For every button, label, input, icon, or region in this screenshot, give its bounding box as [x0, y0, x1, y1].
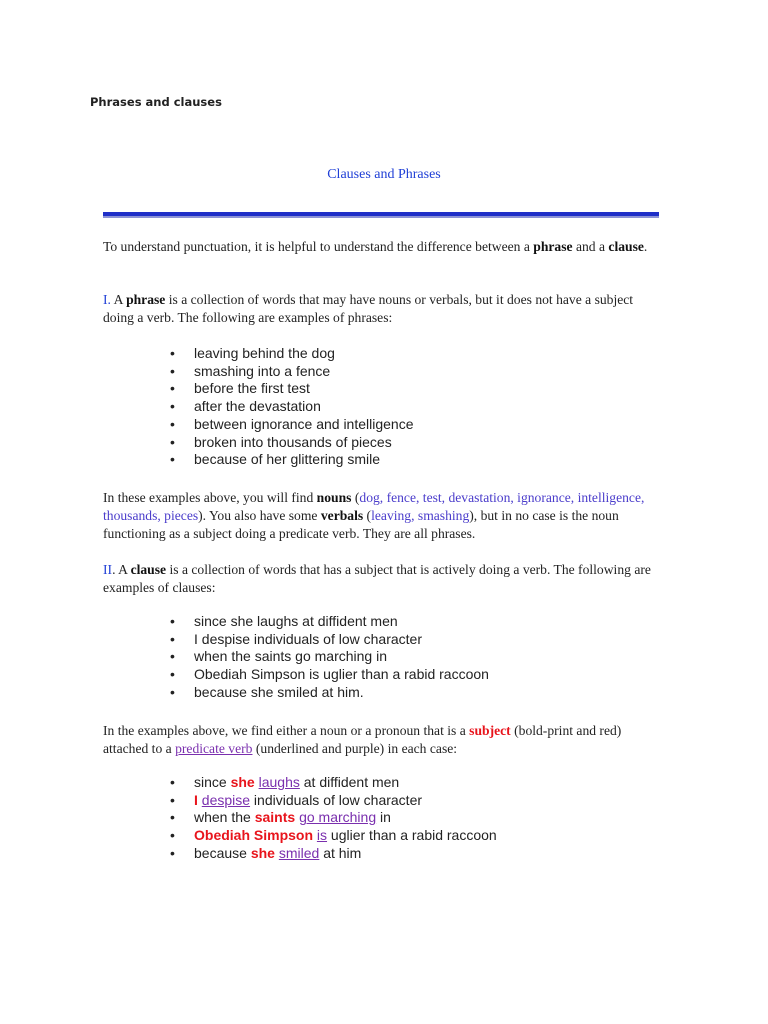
- list-item: • since she laughs at diffident men: [150, 613, 489, 631]
- list-item: [150, 774, 497, 792]
- section-numeral: I.: [103, 292, 111, 307]
- definition-text: A: [110, 292, 127, 307]
- phrase-definition: [103, 291, 663, 327]
- list-item: • Obediah Simpson is uglier than a rabid raccoon: [150, 666, 489, 684]
- clause-text: uglier than a rabid raccoon: [327, 827, 497, 844]
- definition-text: is a collection of words that may have nouns or verbals, but it does not have a subject doing a verb. The following are examples of phrases:: [103, 292, 634, 325]
- clause-text: at diffident men: [299, 774, 400, 790]
- subject-word: she: [250, 844, 275, 861]
- phrase-term: phrase: [126, 292, 166, 307]
- list-item: • after the devastation: [150, 398, 414, 416]
- verbal-examples: leaving, smashing: [371, 508, 470, 523]
- verb-link[interactable]: despise: [201, 791, 251, 808]
- section-numeral: II: [103, 562, 113, 577]
- verbals-term: verbals: [320, 508, 364, 523]
- list-item: • leaving behind the dog: [150, 345, 414, 363]
- verb-link[interactable]: laughs: [258, 774, 300, 790]
- verb-link[interactable]: is: [316, 827, 328, 844]
- subject-word: I: [194, 791, 198, 808]
- list-item: • because she smiled at him.: [150, 684, 489, 702]
- paragraph-text: (: [363, 508, 372, 523]
- list-item: [150, 809, 497, 827]
- intro-text: .: [643, 239, 648, 254]
- phrase-examples-list: [150, 345, 414, 469]
- list-item: • I despise individuals of low character: [150, 631, 489, 649]
- definition-text: . A: [112, 562, 131, 577]
- title-divider: [103, 212, 659, 218]
- analyzed-clauses-list: [150, 774, 497, 863]
- paragraph-text: ). You also have some: [198, 508, 321, 523]
- paragraph-text: (bold-print and red) attached to a: [103, 723, 622, 756]
- clause-text: since: [194, 774, 231, 790]
- clause-term: clause: [130, 562, 167, 577]
- definition-text: is a collection of words that has a subject that is actively doing a verb. The following are examples of clauses:: [103, 562, 651, 595]
- clause-term: clause: [608, 239, 644, 254]
- document-label: Phrases and clauses: [90, 95, 222, 109]
- subject-word: she: [230, 774, 255, 790]
- paragraph-text: (underlined and purple) in each case:: [252, 741, 458, 756]
- intro-text: and a: [572, 239, 609, 254]
- list-item: [150, 792, 497, 810]
- list-item: • between ignorance and intelligence: [150, 416, 414, 434]
- list-item: • because of her glittering smile: [150, 451, 414, 469]
- phrase-term: phrase: [533, 239, 573, 254]
- list-item: [150, 827, 497, 845]
- clause-definition: [103, 561, 663, 597]
- clause-examples-list: [150, 613, 489, 702]
- paragraph-text: ), but in no case is the noun functioning as a subject doing a predicate verb. They are all phrases.: [103, 508, 619, 541]
- predicate-verb-link[interactable]: predicate verb: [175, 741, 253, 756]
- intro-text: To understand punctuation, it is helpful to understand the difference between a: [103, 239, 534, 254]
- noun-examples: dog, fence, test, devastation, ignorance, intelligence, thousands, pieces: [103, 490, 645, 523]
- verb-link[interactable]: go marching: [299, 809, 377, 826]
- clause-text: individuals of low character: [250, 791, 423, 808]
- page-title: Clauses and Phrases: [327, 167, 441, 182]
- list-item: • before the first test: [150, 380, 414, 398]
- clause-text: when the: [194, 809, 255, 826]
- list-item: • when the saints go marching in: [150, 648, 489, 666]
- clause-text: because: [194, 844, 251, 861]
- subject-word: Obediah Simpson: [194, 827, 314, 844]
- nouns-paragraph: [103, 489, 663, 543]
- paragraph-text: In the examples above, we find either a noun or a pronoun that is a: [103, 723, 470, 738]
- verb-link[interactable]: smiled: [278, 844, 320, 861]
- nouns-term: nouns: [316, 490, 352, 505]
- intro-paragraph: [103, 238, 663, 256]
- clause-text: at him: [319, 844, 362, 861]
- subject-word: saints: [254, 809, 296, 826]
- examples-paragraph: [103, 722, 663, 758]
- subject-term: subject: [469, 723, 511, 738]
- list-item: • smashing into a fence: [150, 363, 414, 381]
- paragraph-text: In these examples above, you will find: [103, 490, 317, 505]
- list-item: • broken into thousands of pieces: [150, 434, 414, 452]
- list-item: [150, 845, 497, 863]
- paragraph-text: (: [351, 490, 360, 505]
- clause-text: in: [376, 809, 391, 826]
